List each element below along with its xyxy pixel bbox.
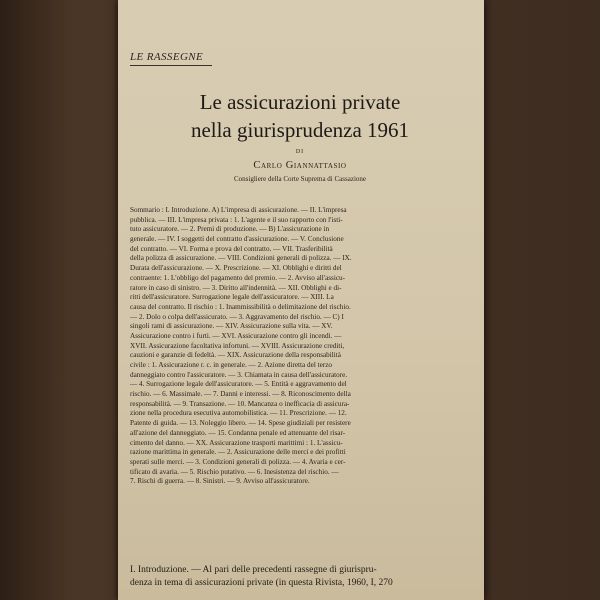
summary-line: del contratto. — VI. Forma e prova del contratto. — VII. Trasferibilità [130,244,333,253]
summary-line: tuto assicuratore. — 2. Premi di produzione. — B) L'assicurazione in [130,225,330,234]
summary-line: Assicurazione contro i furti. — XVI. Assicurazione contro gli incendi. — [130,331,342,340]
summary-line: razione marittima in generale. — 2. Assicurazione delle merci e dei profitti [130,448,346,457]
summary-line: sperati sulle merci. — 3. Condizioni generali di polizza. — 4. Avaria e cer- [130,457,346,466]
summary-line: — 4. Surrogazione legale dell'assicuratore. — 5. Entità e aggravamento del [130,380,347,389]
summary-line: danneggiato contro l'assicuratore. — 3. Chiamata in causa dell'assicuratore. [130,370,348,379]
summary-line: civile : 1. Assicurazione r. c. in generale. — 2. Azione diretta del terzo [130,361,332,369]
author-role: Consigliere della Corte Suprema di Cassazione [234,175,366,183]
summary-line: Durata dell'assicurazione. — X. Prescrizione. — XI. Obblighi e diritti del [130,264,342,273]
introduction-paragraph [130,564,466,590]
summary-line: 7. Rischi di guerra. — 8. Sinistri. — 9. Avviso all'assicuratore. [130,477,310,486]
summary-line: XVII. Assicurazione facoltativa infortuni. — XVIII. Assicurazione crediti, [130,341,345,350]
summary-line: Sommario : I. Introduzione. A) L'impresa di assicurazione. — II. L'impresa [130,206,347,214]
summary-line: pubblica. — III. L'impresa privata : 1. L'agente e il suo rapporto con l'isti- [130,215,343,224]
summary-line: della polizza di assicurazione. — VIII. Condizioni generali di polizza. — IX. [130,254,352,263]
article-title-line-1: Le assicurazioni private [199,90,401,114]
summary-line: Patente di guida. — 13. Noleggio libero. — 14. Spese giudiziali per resistere [130,419,351,428]
summary-line: cimento del danno. — XX. Assicurazione trasporti marittimi : 1. L'assicu- [130,438,343,447]
summary-line: contraente: 1. L'obbligo del pagamento del premio. — 2. Avviso all'assicu- [130,273,346,282]
summary-line: — 2. Dolo o colpa dell'assicurato. — 3. Aggravamento del rischio. — C) I [130,312,344,321]
summary-block [130,206,466,487]
byline-di: DI [295,149,305,155]
body-text-line: I. Introduzione. — Al pari delle precedenti rassegne di giurispru- [130,565,377,575]
summary-line: tificato di avaria. — 5. Rischio putativo. — 6. Inesistenza del rischio. — [130,467,339,476]
summary-line: generale. — IV. I soggetti del contratto d'assicurazione. — V. Conclusione [130,235,344,244]
summary-line: causa del contratto. Il rischio : 1. Inammissibilità o delimitazione del rischio. [130,302,351,311]
summary-line: all'azione del danneggiato. — 15. Condanna penale ed attenuante del risar- [130,428,346,437]
section-tag: LE RASSEGNE [130,51,204,63]
summary-line: cauzioni e garanzie di fedeltà. — XIX. Assicurazione della responsabilità [130,351,341,360]
summary-line: ritti dell'assicuratore. Surrogazione legale dell'assicuratore. — XIII. La [130,293,334,302]
summary-line: rischio. — 6. Massimale. — 7. Danni e interessi. — 8. Riconoscimento della [130,390,351,399]
summary-line: zione nella procedura esecutiva automobilistica. — 11. Prescrizione. — 12. [130,409,347,418]
article-title-line-2: nella giurisprudenza 1961 [190,118,410,142]
summary-line: ratore in caso di sinistro. — 3. Diritto all'indennità. — XII. Obblighi e di- [130,283,342,292]
body-text-line: denza in tema di assicurazioni private (in questa Rivista, 1960, I, 270 [130,578,393,588]
author-name: Carlo Giannattasio [253,160,347,171]
summary-line: responsabilità. — 9. Transazione. — 10. Mancanza o inefficacia di assicura- [130,399,350,408]
summary-line: singoli rami di assicurazione. — XIV. Assicurazione sulla vita. — XV. [130,322,333,331]
section-tag-underline [130,65,212,66]
